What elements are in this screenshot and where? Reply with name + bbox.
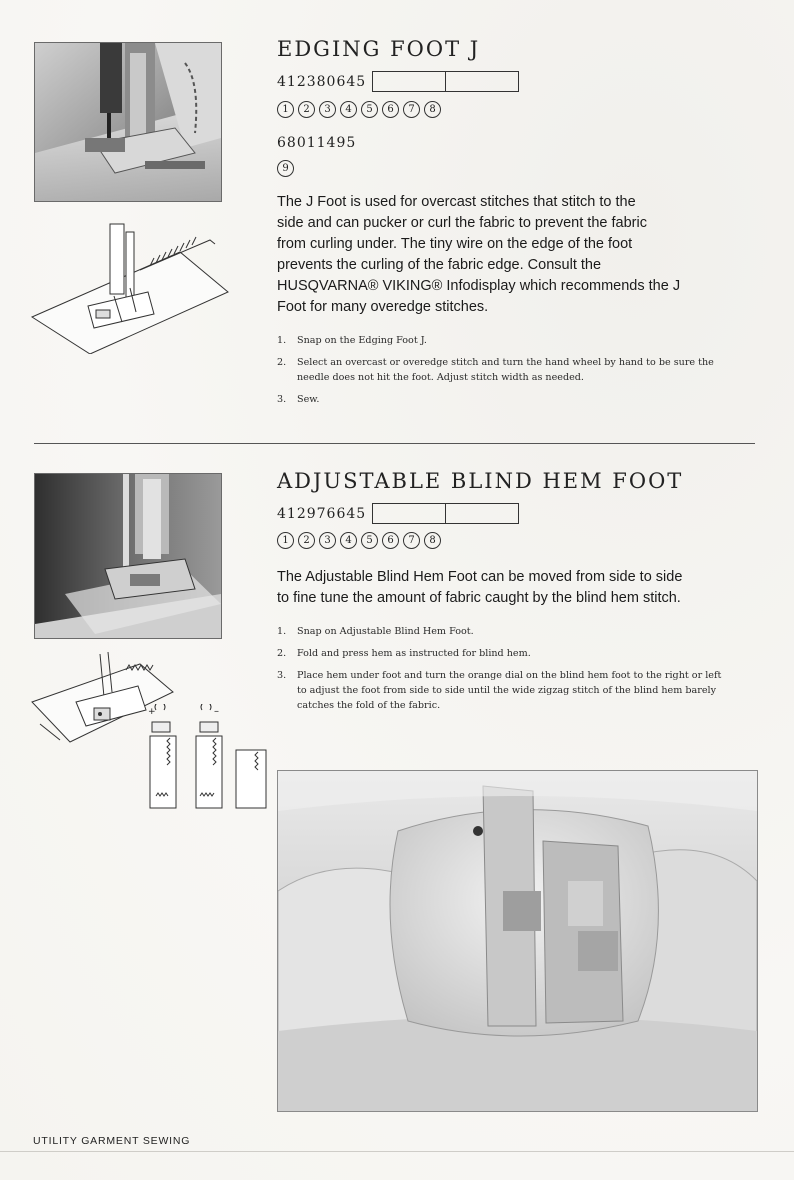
- model-checkbox: [373, 504, 445, 523]
- model-number-badge: 9: [277, 160, 294, 177]
- hem-adjustment-diagram: [144, 704, 274, 816]
- part-number-row-edging-2: [277, 135, 356, 151]
- model-number-badge: 5: [361, 532, 378, 549]
- model-list-blind-hem: [277, 532, 441, 549]
- step-text: Snap on Adjustable Blind Hem Foot.: [297, 626, 474, 637]
- step-item: [277, 624, 762, 639]
- bottom-rule: [0, 1151, 794, 1152]
- step-item: [277, 333, 747, 348]
- step-number: 1.: [277, 335, 287, 346]
- part-number-blind-hem: 412976645: [277, 505, 367, 522]
- description-line: Foot for many overedge stitches.: [277, 299, 489, 315]
- model-number-badge: 5: [361, 101, 378, 118]
- blind-hem-foot-photo: [34, 473, 222, 639]
- checkbox-group-blind-hem: [372, 503, 519, 524]
- model-number-badge: 8: [424, 101, 441, 118]
- svg-text:+: +: [148, 707, 156, 717]
- description-line: side and can pucker or curl the fabric to prevent the fabric: [277, 215, 647, 231]
- model-checkbox: [445, 504, 518, 523]
- model-number-badge: 2: [298, 532, 315, 549]
- model-number-badge: 4: [340, 532, 357, 549]
- model-number-badge: 6: [382, 532, 399, 549]
- model-number-badge: 7: [403, 101, 420, 118]
- step-item: [277, 392, 747, 407]
- description-line: The Adjustable Blind Hem Foot can be moved from side to side: [277, 569, 683, 585]
- description-line: The J Foot is used for overcast stitches that stitch to the: [277, 194, 636, 210]
- description-line: prevents the curling of the fabric edge. Consult the: [277, 257, 602, 273]
- step-text: Select an overcast or overedge stitch and turn the hand wheel by hand to be sure the needle does not hit the foot. Adjust stitch width as needed.: [297, 357, 714, 383]
- edging-foot-illustration: [30, 222, 230, 354]
- checkbox-group-edging: [372, 71, 519, 92]
- model-checkbox: [445, 72, 518, 91]
- step-item: [277, 355, 747, 385]
- step-number: 2.: [277, 357, 287, 368]
- model-list-edging: [277, 101, 441, 118]
- section-title-edging: EDGING FOOT J: [277, 37, 481, 61]
- svg-text:–: –: [214, 706, 219, 717]
- step-item: [277, 646, 762, 661]
- model-number-badge: 7: [403, 532, 420, 549]
- section-title-blind-hem: ADJUSTABLE BLIND HEM FOOT: [277, 469, 684, 493]
- description-edging: [277, 192, 680, 318]
- model-number-badge: 3: [319, 532, 336, 549]
- description-line: from curling under. The tiny wire on the edge of the foot: [277, 236, 633, 252]
- model-number-badge: 4: [340, 101, 357, 118]
- step-number: 3.: [277, 670, 287, 681]
- step-text: Place hem under foot and turn the orange dial on the blind hem foot to the right or left to adjust the foot from side to side until the wide zigzag stitch of the blind hem barely catches the fold of the fabric.: [297, 670, 722, 711]
- step-item: [277, 668, 762, 713]
- step-text: Fold and press hem as instructed for blind hem.: [297, 648, 531, 659]
- edging-foot-photo: [34, 42, 222, 202]
- part-number-row-blind-hem: [277, 503, 519, 524]
- step-number: 2.: [277, 648, 287, 659]
- description-line: HUSQVARNA® VIKING® Infodisplay which recommends the J: [277, 278, 681, 294]
- step-number: 3.: [277, 394, 287, 405]
- part-number-edging: 412380645: [277, 73, 367, 90]
- footer-section-label: UTILITY GARMENT SEWING: [33, 1135, 191, 1147]
- model-list-edging-2: [277, 160, 294, 177]
- description-line: to fine tune the amount of fabric caught by the blind hem stitch.: [277, 590, 681, 606]
- steps-list-blind-hem: [277, 624, 762, 720]
- description-blind-hem: [277, 567, 682, 609]
- step-text: Sew.: [297, 394, 320, 405]
- step-number: 1.: [277, 626, 287, 637]
- part-number-row-edging: [277, 71, 519, 92]
- model-number-badge: 3: [319, 101, 336, 118]
- show-through-bleed: [560, 40, 780, 120]
- model-number-badge: 1: [277, 101, 294, 118]
- step-text: Snap on the Edging Foot J.: [297, 335, 427, 346]
- steps-list-edging: [277, 333, 747, 414]
- part-number-edging-2: 68011495: [277, 135, 357, 151]
- model-checkbox: [373, 72, 445, 91]
- model-number-badge: 1: [277, 532, 294, 549]
- section-divider: [34, 443, 755, 444]
- model-number-badge: 2: [298, 101, 315, 118]
- cushion-photo: [277, 770, 758, 1112]
- model-number-badge: 8: [424, 532, 441, 549]
- model-number-badge: 6: [382, 101, 399, 118]
